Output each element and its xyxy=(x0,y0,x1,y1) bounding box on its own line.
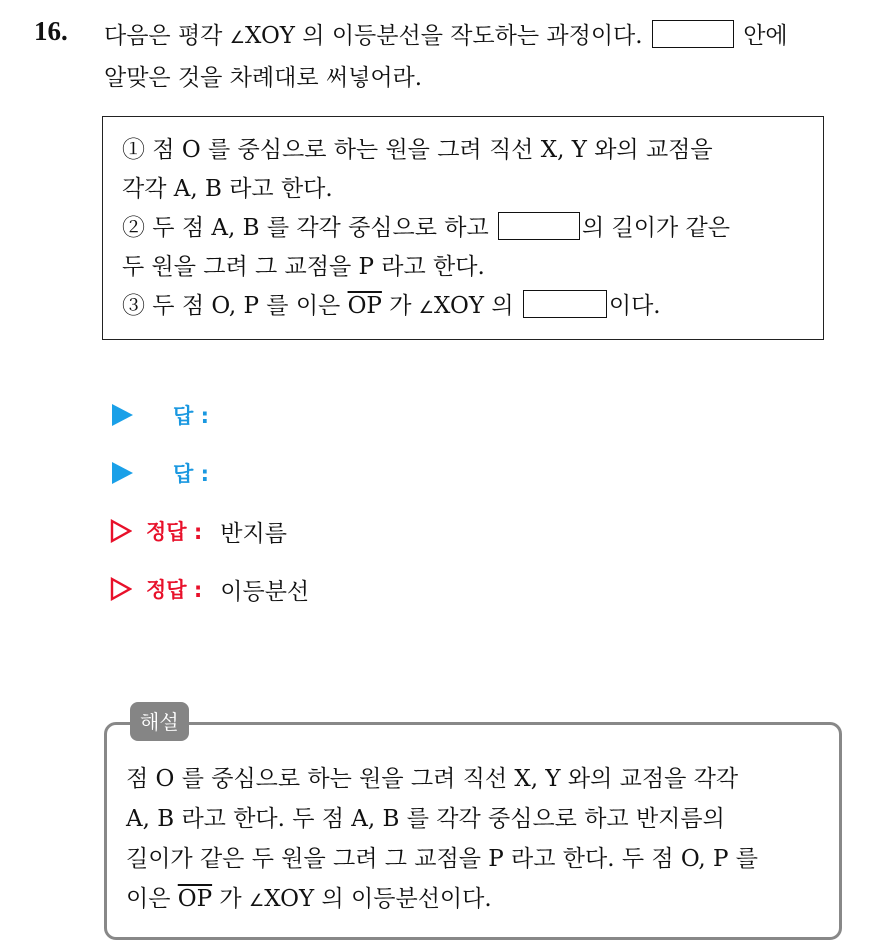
answer-blank-box xyxy=(652,20,734,48)
procedure-step-1: ① 점 O 를 중심으로 하는 원을 그려 직선 X, Y 와의 교점을 xyxy=(122,137,713,163)
question-line-2: 알맞은 것을 차례대로 써넣어라. xyxy=(104,65,423,91)
explanation-line-1: 점 O 를 중심으로 하는 원을 그려 직선 X, Y 와의 교점을 각각 xyxy=(126,766,739,792)
answer-section xyxy=(110,386,610,618)
play-triangle-icon xyxy=(112,404,133,426)
correct-answer-row-1 xyxy=(110,502,610,560)
correct-answer-row-2 xyxy=(110,560,610,618)
correct-answer-value: 반지름 xyxy=(220,520,287,547)
explanation-box xyxy=(104,722,842,940)
explanation-tag: 해설 xyxy=(130,702,189,741)
procedure-text-part: XOY 의 xyxy=(434,293,521,319)
procedure-step-2 xyxy=(122,209,730,248)
procedure-text-part: 이다. xyxy=(608,293,661,319)
procedure-text-part: 의 길이가 같은 xyxy=(582,215,730,241)
outline-triangle-icon xyxy=(110,519,132,543)
procedure-text-part: ② 두 점 A, B 를 각각 중심으로 하고 xyxy=(122,215,497,241)
procedure-text-part: 가 xyxy=(381,293,419,319)
correct-answer-value: 이등분선 xyxy=(220,578,310,605)
outline-triangle-icon xyxy=(110,577,132,601)
angle-symbol: ∠ xyxy=(248,891,265,911)
explanation-line-4 xyxy=(126,879,826,921)
procedure-step-1-cont: 각각 A, B 라고 한다. xyxy=(122,176,333,202)
explanation-text xyxy=(126,759,826,921)
angle-symbol: ∠ xyxy=(229,28,245,48)
question-line-1 xyxy=(104,16,864,58)
procedure-text-part: ③ 두 점 O, P 를 이은 xyxy=(122,293,348,319)
procedure-box xyxy=(102,116,824,340)
explanation-text-part: 이은 xyxy=(126,886,178,912)
answer-label: 답 : xyxy=(173,404,209,428)
question-text xyxy=(104,16,864,98)
segment-op: $\overline{OP}$ xyxy=(347,293,382,319)
angle-symbol: ∠ xyxy=(418,298,434,318)
explanation-line-3: 길이가 같은 두 원을 그려 그 교점을 P 라고 한다. 두 점 O, P 를 xyxy=(126,846,759,872)
answer-row-1 xyxy=(110,386,610,444)
correct-answer-label: 정답 : xyxy=(146,578,203,602)
question-text-part: 다음은 평각 xyxy=(104,23,230,49)
answer-label: 답 : xyxy=(173,462,209,486)
explanation-text-part: XOY 의 이등분선이다. xyxy=(264,886,492,912)
explanation-line-2: A, B 라고 한다. 두 점 A, B 를 각각 중심으로 하고 반지름의 xyxy=(126,806,725,832)
question-number: 16. xyxy=(34,16,68,46)
play-triangle-icon xyxy=(112,462,133,484)
explanation-text-part: 가 xyxy=(212,886,249,912)
procedure-lines xyxy=(122,131,730,328)
blank-box-2 xyxy=(523,290,607,318)
blank-box-1 xyxy=(498,212,580,240)
procedure-step-3 xyxy=(122,287,730,328)
answer-row-2 xyxy=(110,444,610,502)
question-text-part: XOY 의 이등분선을 작도하는 과정이다. xyxy=(244,23,650,49)
segment-op: $\overline{OP}$ xyxy=(177,886,213,912)
correct-answer-label: 정답 : xyxy=(146,520,203,544)
question-text-part: 안에 xyxy=(735,23,788,49)
procedure-step-2-cont: 두 원을 그려 그 교점을 P 라고 한다. xyxy=(122,254,485,280)
